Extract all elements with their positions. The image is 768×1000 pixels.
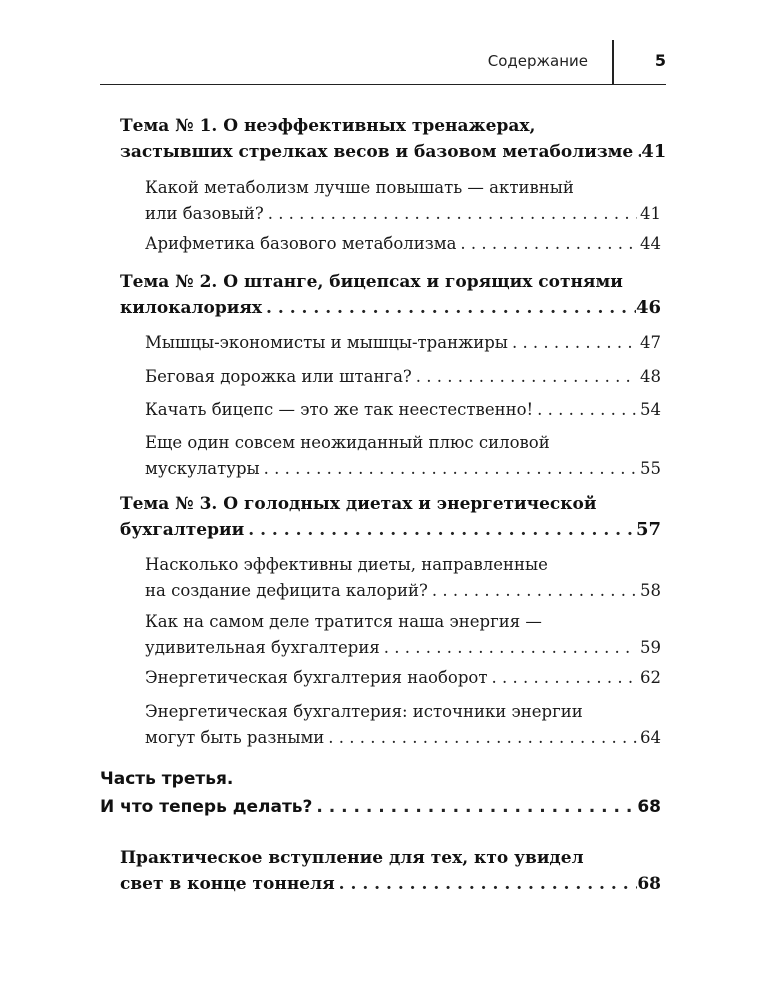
toc-page-number: 54 bbox=[640, 400, 661, 419]
dot-leader bbox=[244, 517, 636, 543]
toc-entry-subsection[interactable] bbox=[145, 552, 661, 604]
toc-page-number: 55 bbox=[640, 459, 661, 478]
toc-entry-title-line: Часть третья. bbox=[100, 769, 234, 789]
running-header-section-title: Содержание bbox=[487, 52, 588, 70]
toc-entry-title-line: на создание дефицита калорий? bbox=[145, 581, 428, 600]
toc-entry-title-line: Тема № 1. О неэффективных тренажерах, bbox=[120, 116, 536, 136]
toc-entry-subsection[interactable] bbox=[145, 665, 661, 691]
toc-entry-title-line: Практическое вступление для тех, кто увидел bbox=[120, 848, 584, 868]
toc-entry-subsection[interactable] bbox=[145, 430, 661, 482]
dot-leader bbox=[260, 456, 637, 482]
toc-page-number: 46 bbox=[635, 297, 661, 318]
toc-entry-subsection[interactable] bbox=[145, 175, 661, 227]
header-divider bbox=[612, 40, 614, 84]
dot-leader bbox=[508, 330, 637, 356]
dot-leader bbox=[428, 578, 637, 604]
toc-entry-subsection[interactable] bbox=[145, 699, 661, 751]
dot-leader bbox=[264, 201, 637, 227]
dot-leader bbox=[456, 231, 637, 257]
toc-entry-part-3[interactable] bbox=[100, 765, 661, 821]
toc-page-number: 58 bbox=[640, 581, 661, 600]
toc-entry-title-line: Тема № 3. О голодных диетах и энергетической bbox=[120, 494, 597, 514]
toc-page-number: 41 bbox=[641, 141, 667, 162]
toc-entry-theme-1[interactable] bbox=[120, 113, 667, 165]
toc-page-number: 68 bbox=[637, 874, 661, 894]
toc-entry-title-line: Беговая дорожка или штанга? bbox=[145, 367, 412, 386]
toc-entry-title-line: Тема № 2. О штанге, бицепсах и горящих сотнями bbox=[120, 272, 623, 292]
toc-entry-title-line: Энергетическая бухгалтерия наоборот bbox=[145, 668, 488, 687]
toc-entry-title-line: И что теперь делать? bbox=[100, 797, 313, 817]
toc-entry-title-line: или базовый? bbox=[145, 204, 264, 223]
toc-entry-title-line: бухгалтерии bbox=[120, 520, 245, 540]
toc-entry-title-line: Арифметика базового метаболизма bbox=[145, 234, 457, 253]
dot-leader bbox=[312, 793, 637, 821]
toc-entry-title-line: могут быть разными bbox=[145, 728, 325, 747]
toc-entry-theme-3[interactable] bbox=[120, 491, 661, 543]
toc-entry-title-line: килокалориях bbox=[120, 298, 263, 318]
toc-page-number: 62 bbox=[640, 668, 661, 687]
toc-entry-subsection[interactable] bbox=[145, 330, 661, 356]
toc-entry-theme-2[interactable] bbox=[120, 269, 661, 321]
toc-page-number: 48 bbox=[640, 367, 661, 386]
toc-page-number: 41 bbox=[640, 204, 661, 223]
page-number: 5 bbox=[654, 51, 666, 70]
toc-entry-title-line: Качать бицепс — это же так неестественно! bbox=[145, 400, 534, 419]
toc-entry-title-line: Энергетическая бухгалтерия: источники энергии bbox=[145, 702, 583, 721]
toc-entry-title-line: Какой метаболизм лучше повышать — активный bbox=[145, 178, 574, 197]
toc-page-number: 59 bbox=[640, 638, 661, 657]
toc-entry-title-line: Насколько эффективны диеты, направленные bbox=[145, 555, 548, 574]
dot-leader bbox=[633, 139, 641, 165]
dot-leader bbox=[335, 871, 637, 897]
toc-entry-title-line: застывших стрелках весов и базовом метаболизме bbox=[120, 142, 634, 162]
toc-entry-subsection[interactable] bbox=[145, 609, 661, 661]
toc-page-number: 68 bbox=[637, 797, 661, 817]
toc-entry-subsection[interactable] bbox=[145, 397, 661, 423]
toc-entry-title-line: Мышцы-экономисты и мышцы-транжиры bbox=[145, 333, 508, 352]
toc-page-number: 47 bbox=[640, 333, 661, 352]
toc-entry-title-line: свет в конце тоннеля bbox=[120, 874, 335, 894]
dot-leader bbox=[324, 725, 637, 751]
toc-entry-subsection[interactable] bbox=[145, 364, 661, 390]
dot-leader bbox=[262, 295, 636, 321]
toc-entry-title-line: Как на самом деле тратится наша энергия — bbox=[145, 612, 542, 631]
toc-page-number: 44 bbox=[640, 234, 661, 253]
toc-page-number: 64 bbox=[640, 728, 661, 747]
dot-leader bbox=[380, 635, 637, 661]
dot-leader bbox=[412, 364, 637, 390]
toc-entry-practical-intro[interactable] bbox=[120, 845, 661, 897]
toc-entry-title-line: удивительная бухгалтерия bbox=[145, 638, 380, 657]
dot-leader bbox=[533, 397, 637, 423]
toc-entry-title-line: мускулатуры bbox=[145, 459, 260, 478]
dot-leader bbox=[487, 665, 637, 691]
running-header bbox=[100, 40, 666, 85]
toc-entry-subsection[interactable] bbox=[145, 231, 661, 257]
toc-entry-title-line: Еще один совсем неожиданный плюс силовой bbox=[145, 433, 550, 452]
toc-page-number: 57 bbox=[635, 519, 661, 540]
